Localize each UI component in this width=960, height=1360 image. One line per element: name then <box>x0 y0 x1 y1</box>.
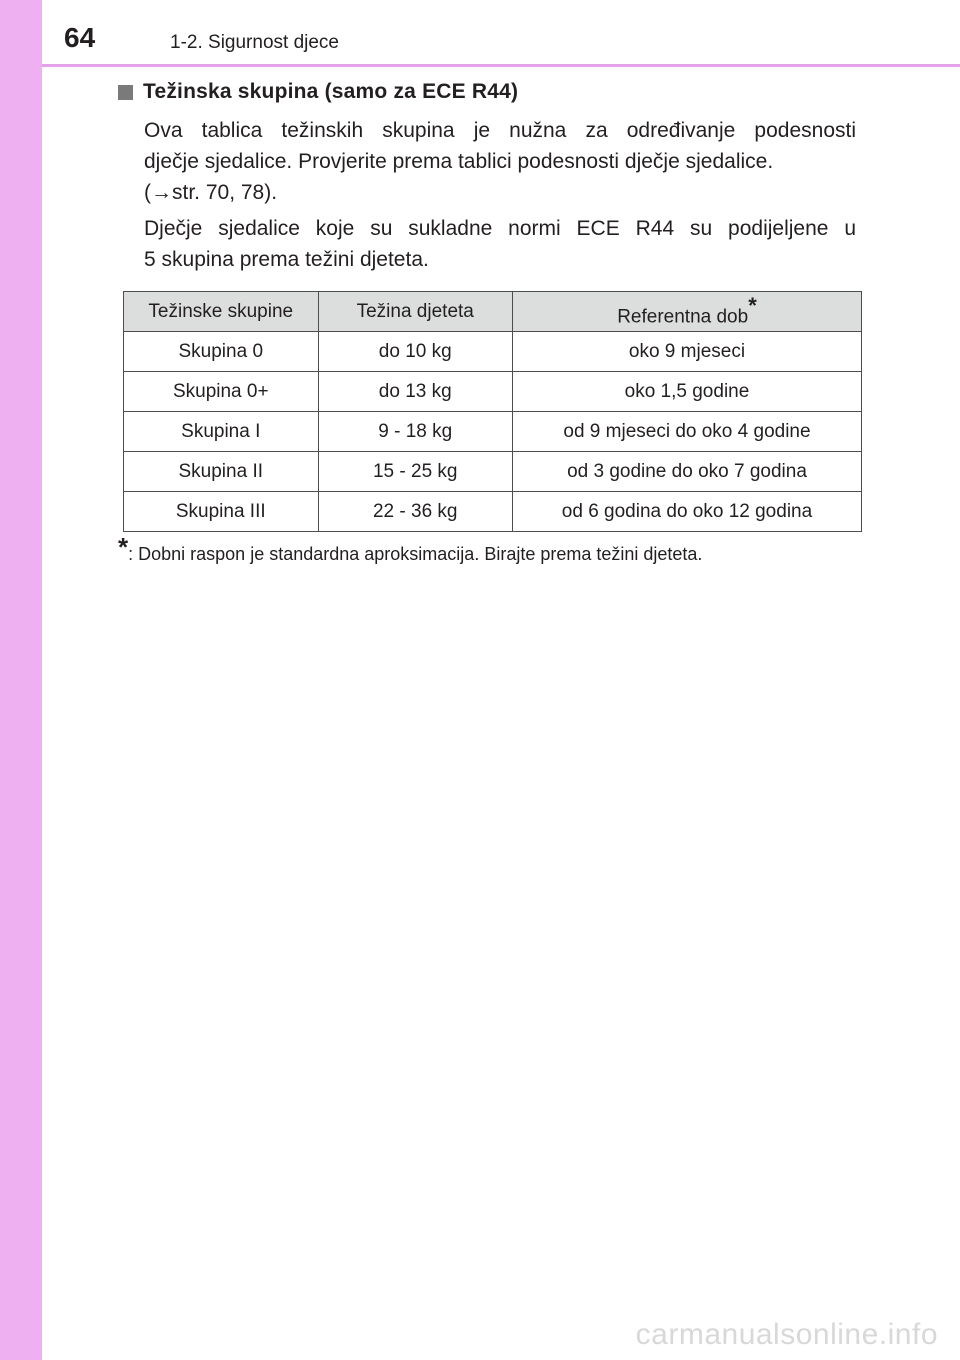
table-cell: 15 - 25 kg <box>318 452 512 492</box>
table-cell: od 9 mjeseci do oko 4 godine <box>512 412 861 452</box>
table-cell: Skupina II <box>124 452 319 492</box>
paragraph-line: dječje sjedalice. Provjerite prema tablici podesnosti dječje sjedalice. <box>144 150 774 173</box>
table-row <box>124 372 862 412</box>
table-row <box>124 492 862 532</box>
paragraph-line: Dječje sjedalice koje su sukladne normi ECE R44 su podijeljene u <box>144 217 856 240</box>
column-header-group: Težinske skupine <box>124 292 319 332</box>
column-header-age-label: Referentna dob <box>617 306 749 328</box>
page-number: 64 <box>64 22 96 53</box>
table-cell: do 13 kg <box>318 372 512 412</box>
watermark: carmanualsonline.info <box>635 1318 938 1351</box>
footnote-marker: * <box>748 292 757 318</box>
table-cell: Skupina 0+ <box>124 372 319 412</box>
table-cell: 22 - 36 kg <box>318 492 512 532</box>
page-reference: (→str. 70, 78). <box>144 181 278 204</box>
footnote-mark: * <box>118 532 129 562</box>
table-row <box>124 412 862 452</box>
table-cell: oko 1,5 godine <box>512 372 861 412</box>
table-cell: Skupina III <box>124 492 319 532</box>
table-cell: do 10 kg <box>318 332 512 372</box>
table-cell: 9 - 18 kg <box>318 412 512 452</box>
paragraph-intro <box>144 115 856 208</box>
column-header-age <box>512 292 861 332</box>
subheading <box>118 80 518 104</box>
table-cell: od 3 godine do oko 7 godina <box>512 452 861 492</box>
square-bullet-icon <box>118 85 133 100</box>
header-rule <box>42 64 960 67</box>
column-header-weight: Težina djeteta <box>318 292 512 332</box>
side-color-band <box>0 0 42 1360</box>
paragraph-groups <box>144 213 856 275</box>
table-cell: Skupina 0 <box>124 332 319 372</box>
subheading-text: Težinska skupina (samo za ECE R44) <box>143 80 519 103</box>
paragraph-line: Ova tablica težinskih skupina je nužna za određivanje podesnosti <box>144 119 856 142</box>
table-header-row <box>124 292 862 332</box>
weight-group-table <box>123 291 862 532</box>
paragraph-line: 5 skupina prema težini djeteta. <box>144 248 429 271</box>
table-row <box>124 452 862 492</box>
table-row <box>124 332 862 372</box>
table-cell: Skupina I <box>124 412 319 452</box>
footnote <box>118 532 703 567</box>
table-cell: oko 9 mjeseci <box>512 332 861 372</box>
footnote-text: : Dobni raspon je standardna aproksimacija. Birajte prema težini djeteta. <box>128 544 703 564</box>
section-title: 1-2. Sigurnost djece <box>170 32 339 53</box>
table-cell: od 6 godina do oko 12 godina <box>512 492 861 532</box>
